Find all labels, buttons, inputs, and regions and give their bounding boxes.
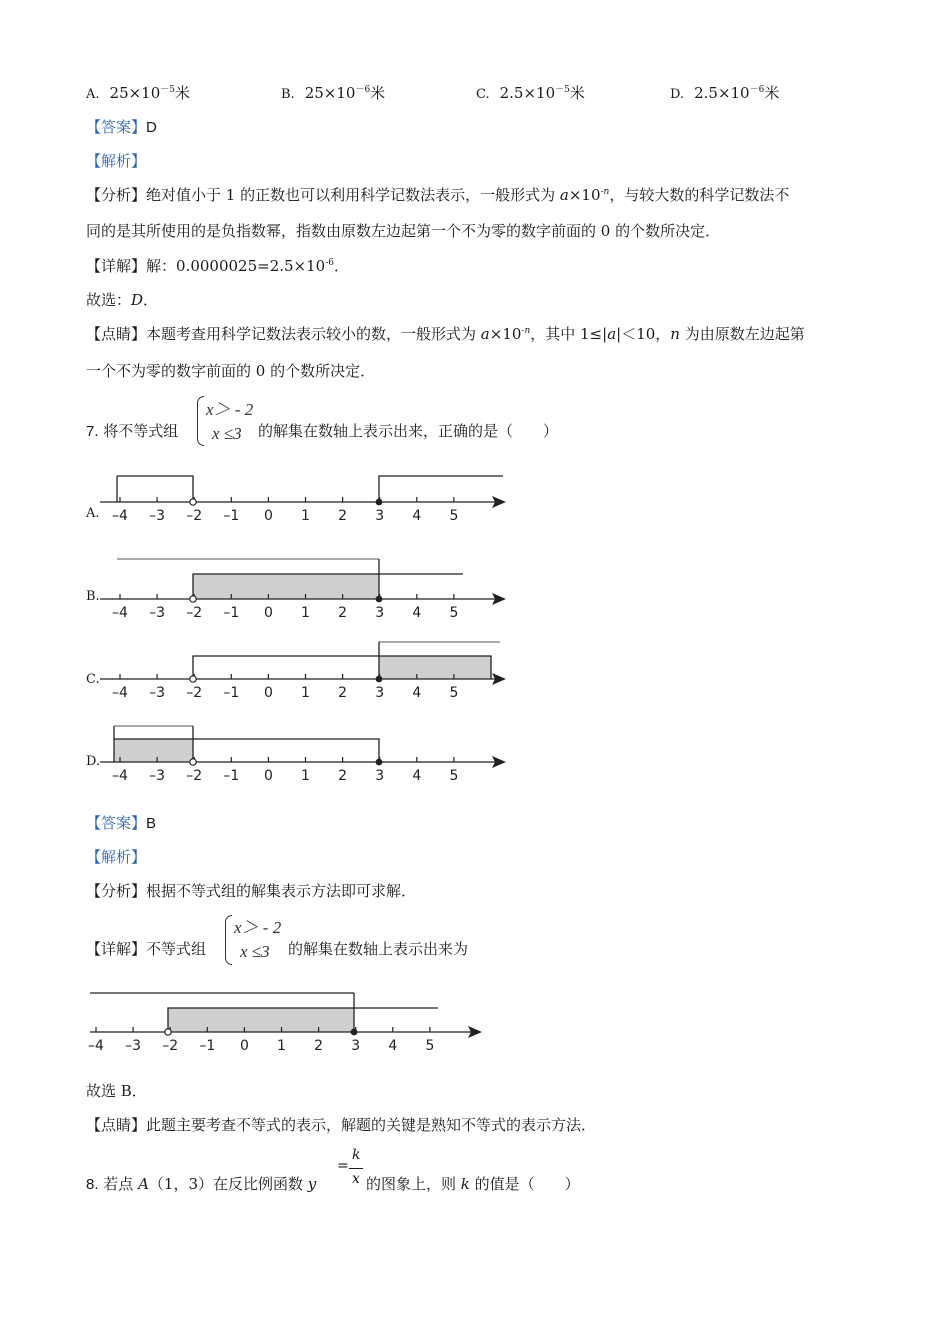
q7-option-c-label: C. [86, 672, 100, 687]
option-letter: C. [476, 87, 490, 102]
tick-label: –3 [149, 768, 166, 784]
tick-label: 5 [449, 508, 459, 524]
tick-label: 4 [412, 508, 422, 524]
q7-option-c-numberline [90, 637, 520, 701]
q7-xiangjie-system-line1: x＞ - 2 [234, 918, 282, 937]
tick-label: –2 [162, 1038, 179, 1054]
tick-label: 1 [301, 768, 310, 784]
q6-dianjing-line1: 【点睛】本题考查用科学记数法表示较小的数，一般形式为 $a\times 10^{-n}$，其中 1≤|a|＜10，n 为由原数左边起第 [86, 325, 805, 343]
tick-label: 2 [338, 685, 348, 701]
tick-label: –2 [186, 605, 203, 621]
tick-label: 1 [301, 685, 310, 701]
open-dot [190, 759, 196, 765]
q8-equals: = [337, 1158, 349, 1174]
tick-label: 0 [263, 605, 273, 621]
q7-option-d-label: D. [86, 754, 101, 769]
q6-fenxi-line1: 【分析】绝对值小于 1 的正数也可以利用科学记数法表示，一般形式为 $a\times 10^{-n}$，与较大数的科学记数法不 [86, 186, 790, 204]
q7-system-brace [197, 396, 204, 446]
tick-label: 2 [314, 1038, 324, 1054]
ticks [112, 497, 458, 524]
closed-dot [376, 676, 383, 683]
option-letter: A. [86, 87, 100, 102]
shaded-region [114, 739, 193, 762]
q6-option-c: C. $2.5\times 10^{-5}$米 [476, 84, 585, 102]
q6-xiangjie: 【详解】解：$0.0000025=2.5\times 10^{-6}$． [86, 257, 350, 275]
tick-label: –2 [186, 508, 203, 524]
tick-label: 4 [412, 605, 422, 621]
q7-solution-numberline [66, 985, 496, 1055]
q6-fenxi-line2: 同的是其所使用的是负指数幂，指数由原数左边起第一个不为零的数字前面的 0 的个数所决定． [86, 222, 721, 240]
tick-label: 4 [412, 768, 422, 784]
q7-option-a-numberline [90, 468, 520, 528]
q7-analysis-tag: 【解析】 [86, 848, 147, 866]
closed-dot [376, 759, 383, 766]
closed-dot [376, 596, 383, 603]
q7-option-d-numberline [90, 720, 520, 784]
tick-label: –3 [125, 1038, 142, 1054]
tick-label: 2 [338, 768, 348, 784]
tick-label: 1 [301, 605, 310, 621]
q7-system-line2: x ≤3 [212, 424, 242, 443]
q8-stem: 8. 若点 A（1，3）在反比例函数 y [86, 1175, 317, 1193]
q8-fraction-den: x [352, 1171, 360, 1187]
tick-label: –2 [186, 768, 203, 784]
shaded-region [379, 656, 491, 679]
tick-label: 5 [449, 605, 459, 621]
tick-label: 0 [263, 508, 273, 524]
q8-fraction-bar [349, 1168, 363, 1169]
tick-label: –4 [112, 508, 128, 524]
tick-label: –4 [112, 685, 128, 701]
tick-label: 4 [412, 685, 422, 701]
tick-label: 2 [338, 605, 348, 621]
tick-label: –4 [112, 768, 128, 784]
q7-guxuan: 故选 B． [86, 1082, 147, 1100]
tick-label: –2 [186, 685, 203, 701]
tick-label: 3 [375, 605, 385, 621]
q8-fraction-num: k [352, 1147, 361, 1163]
q7-option-b-label: B. [86, 589, 100, 604]
tick-label: 2 [338, 508, 348, 524]
tick-label: 1 [277, 1038, 286, 1054]
shaded-region [168, 1008, 354, 1032]
q6-dianjing-line2: 一个不为零的数字前面的 0 的个数所决定． [86, 362, 376, 380]
solution-line-right [379, 476, 503, 502]
q7-stem-a: 7. 将不等式组 [86, 422, 179, 440]
tick-label: 3 [375, 508, 385, 524]
solution-line-left [117, 476, 193, 502]
tick-label: –4 [88, 1038, 104, 1054]
q6-analysis-tag: 【解析】 [86, 152, 147, 170]
q7-xiangjie-a: 【详解】不等式组 [86, 940, 207, 958]
tick-label: –1 [223, 685, 240, 701]
open-dot [190, 499, 196, 505]
open-dot [190, 596, 196, 602]
q6-option-d: D. $2.5\times 10^{-6}$米 [670, 84, 780, 102]
q6-answer: 【答案】D [86, 118, 157, 136]
tick-label: 0 [239, 1038, 249, 1054]
tick-label: 1 [301, 508, 310, 524]
closed-dot [376, 499, 383, 506]
q7-fenxi: 【分析】根据不等式组的解集表示方法即可求解． [86, 882, 417, 900]
tick-label: 4 [388, 1038, 398, 1054]
q7-system-line1: x＞ - 2 [206, 400, 254, 419]
open-dot [165, 1029, 171, 1035]
tick-label: 0 [263, 768, 273, 784]
q6-guxuan: 故选：D． [86, 291, 159, 309]
open-dot [190, 676, 196, 682]
q7-xiangjie-b: 的解集在数轴上表示出来为 [288, 940, 469, 958]
closed-dot [351, 1029, 358, 1036]
tick-label: 0 [263, 685, 273, 701]
q7-option-b-numberline [90, 552, 520, 621]
tick-label: –1 [223, 508, 240, 524]
tick-label: 3 [351, 1038, 361, 1054]
q8-stem-c: 的图象上，则 k 的值是（ ） [366, 1175, 580, 1193]
tick-label: –1 [223, 605, 240, 621]
tick-label: –3 [149, 605, 166, 621]
q7-answer: 【答案】B [86, 814, 157, 832]
q7-xiangjie-brace [225, 915, 232, 965]
tick-label: –4 [112, 605, 128, 621]
tick-label: –3 [149, 508, 166, 524]
tick-label: 5 [449, 685, 459, 701]
tick-label: –1 [199, 1038, 216, 1054]
q6-option-b: B. $25\times 10^{-6}$米 [281, 84, 386, 102]
tick-label: 5 [425, 1038, 435, 1054]
q7-option-a-label: A. [86, 506, 100, 521]
tick-label: –1 [223, 768, 240, 784]
tick-label: 5 [449, 768, 459, 784]
q7-stem-b: 的解集在数轴上表示出来，正确的是（ ） [258, 422, 559, 440]
shaded-region [193, 574, 379, 599]
option-letter: D. [670, 87, 685, 102]
tick-label: 3 [375, 685, 385, 701]
option-letter: B. [281, 87, 295, 102]
tick-label: 3 [375, 768, 385, 784]
tick-label: –3 [149, 685, 166, 701]
q6-option-a: A. $25\times 10^{-5}$米 [86, 84, 191, 102]
q7-dianjing: 【点睛】此题主要考查不等式的表示，解题的关键是熟知不等式的表示方法． [86, 1116, 597, 1134]
q7-xiangjie-system-line2: x ≤3 [240, 942, 270, 961]
